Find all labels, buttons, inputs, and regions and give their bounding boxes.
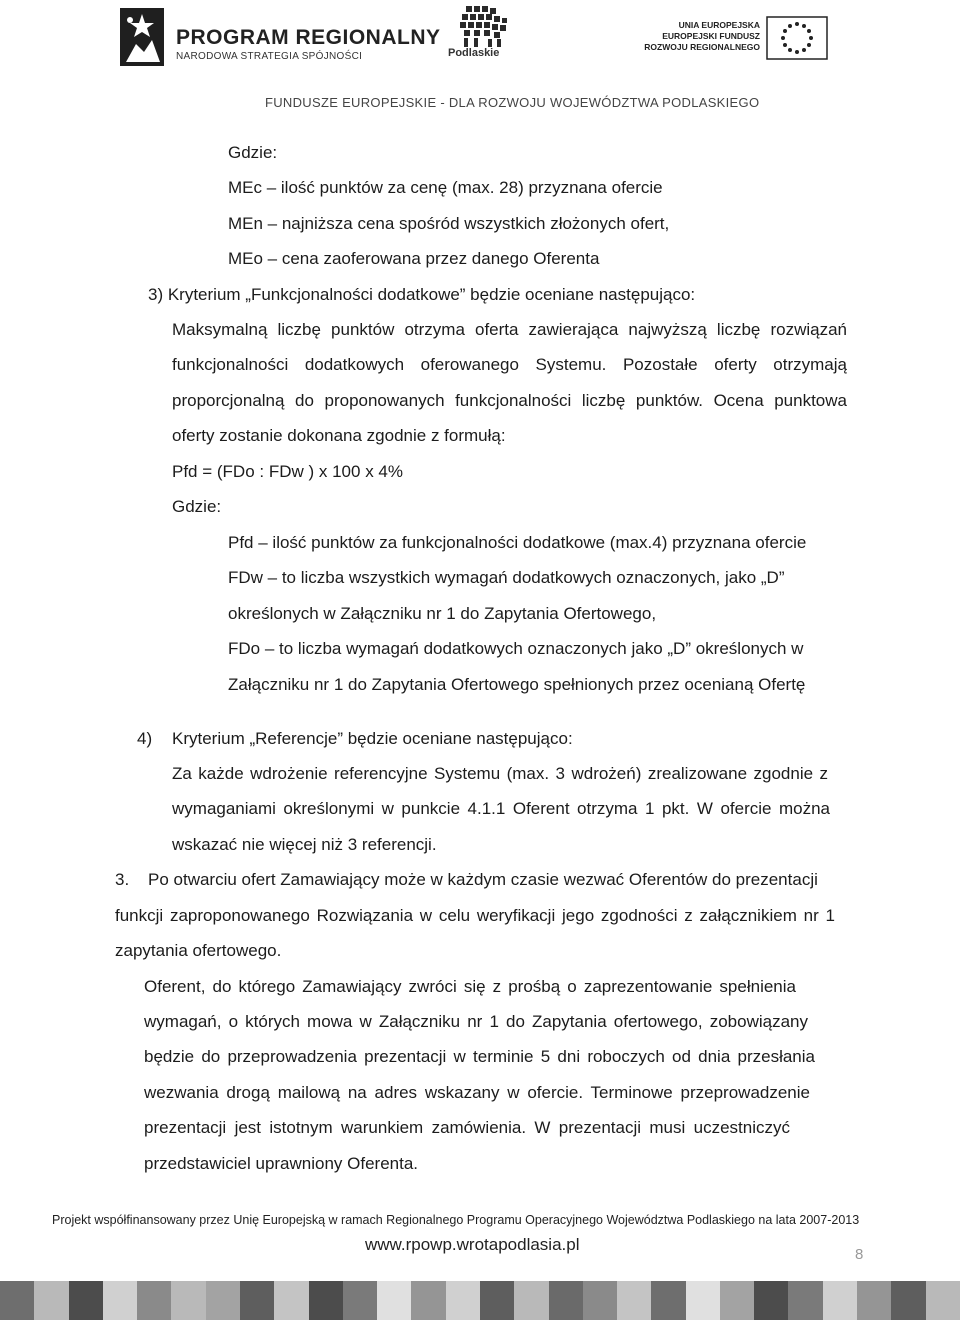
- gdzie-label-2: Gdzie:: [172, 497, 222, 516]
- criterion-3-heading: 3) Kryterium „Funkcjonalności dodatkowe” będzie oceniane następująco:: [148, 285, 696, 304]
- criterion-3-line-3: proporcjonalną do proponowanych funkcjonalności liczbę punktów. Ocena punktowa: [172, 391, 847, 410]
- criterion-3-line-1: Maksymalną liczbę punktów otrzyma oferta zawierająca najwyższą liczbę rozwiązań: [172, 320, 847, 339]
- bar-segment: [309, 1281, 343, 1320]
- section-3-para-2-line-2: wymagań, o których mowa w Załączniku nr 1 do Zapytania ofertowego, zobowiązany: [144, 1012, 808, 1031]
- criterion-4-line-3: wskazać nie więcej niż 3 referencji.: [172, 835, 437, 854]
- logo-center-label: Podlaskie: [448, 47, 500, 59]
- definition-fdo: FDo – to liczba wymagań dodatkowych oznaczonych jako „D” określonych w: [228, 639, 804, 658]
- section-3-line-2: funkcji zaproponowanego Rozwiązania w celu weryfikacji jego zgodności z załącznikiem nr 1: [115, 906, 835, 925]
- bar-segment: [823, 1281, 857, 1320]
- logo-right-text: [640, 20, 760, 53]
- bar-segment: [377, 1281, 411, 1320]
- section-3-number: 3.: [115, 870, 130, 889]
- section-3-para-2-line-4: wezwania drogą mailową na adres wskazany w ofercie. Terminowe przeprowadzenie: [144, 1083, 810, 1102]
- podlaskie-bison-icon: [440, 4, 520, 50]
- bar-segment: [69, 1281, 103, 1320]
- criterion-4-line-1: Za każde wdrożenie referencyjne Systemu (max. 3 wdrożeń) zrealizowane zgodnie z: [172, 764, 828, 783]
- bar-segment: [720, 1281, 754, 1320]
- bar-segment: [411, 1281, 445, 1320]
- section-3-para-2-line-1: Oferent, do którego Zamawiający zwróci się z prośbą o zaprezentowanie spełnienia: [144, 977, 796, 996]
- bar-segment: [788, 1281, 822, 1320]
- bar-segment: [617, 1281, 651, 1320]
- gdzie-label-1: Gdzie:: [228, 143, 278, 162]
- footer-project-line: Projekt współfinansowany przez Unię Europejską w ramach Regionalnego Programu Operacyjnego Województwa Podlaskiego na lata 2007-2013: [52, 1213, 860, 1227]
- bar-segment: [754, 1281, 788, 1320]
- definition-fdw-cont: określonych w Załączniku nr 1 do Zapytania Ofertowego,: [228, 604, 657, 623]
- bar-segment: [857, 1281, 891, 1320]
- bar-segment: [343, 1281, 377, 1320]
- bar-segment: [549, 1281, 583, 1320]
- criterion-4-line-2: wymaganiami określonymi w punkcie 4.1.1 Oferent otrzyma 1 pkt. W ofercie można: [172, 799, 830, 818]
- section-3-para-2-line-6: przedstawiciel uprawniony Oferenta.: [144, 1154, 419, 1173]
- bar-segment: [480, 1281, 514, 1320]
- logo-left-title: PROGRAM REGIONALNY: [176, 26, 441, 49]
- podlaskie-logo: [440, 4, 520, 64]
- program-regionalny-logo: [118, 6, 441, 68]
- logo-right-line2: EUROPEJSKI FUNDUSZ: [662, 31, 760, 41]
- definition-men: MEn – najniższa cena spośród wszystkich złożonych ofert,: [228, 214, 670, 233]
- definition-mec: MEc – ilość punktów za cenę (max. 28) przyznana ofercie: [228, 178, 663, 197]
- bar-segment: [583, 1281, 617, 1320]
- bar-segment: [651, 1281, 685, 1320]
- bar-segment: [274, 1281, 308, 1320]
- bar-segment: [926, 1281, 960, 1320]
- definition-fdo-cont: Załączniku nr 1 do Zapytania Ofertowego spełnionych przez ocenianą Ofertę: [228, 675, 806, 694]
- section-3-line-1: Po otwarciu ofert Zamawiający może w każdym czasie wezwać Oferentów do prezentacji: [148, 870, 818, 889]
- formula-pfd: Pfd = (FDo : FDw ) x 100 x 4%: [172, 462, 403, 481]
- footer-url[interactable]: www.rpowp.wrotapodlasia.pl: [365, 1235, 580, 1254]
- logo-left-subtitle: NARODOWA STRATEGIA SPÓJNOŚCI: [176, 51, 363, 62]
- page-number: 8: [855, 1246, 864, 1263]
- criterion-3-line-4: oferty zostanie dokonana zgodnie z formułą:: [172, 426, 506, 445]
- logo-right-line1: UNIA EUROPEJSKA: [678, 20, 760, 30]
- criterion-4-heading: Kryterium „Referencje” będzie oceniane następująco:: [172, 729, 573, 748]
- program-regionalny-emblem-icon: [118, 6, 166, 68]
- header-tagline: FUNDUSZE EUROPEJSKIE - DLA ROZWOJU WOJEWÓDZTWA PODLASKIEGO: [265, 95, 760, 110]
- bar-segment: [686, 1281, 720, 1320]
- definition-meo: MEo – cena zaoferowana przez danego Oferenta: [228, 249, 600, 268]
- eu-flag-icon: [766, 16, 828, 60]
- bar-segment: [103, 1281, 137, 1320]
- section-3-para-2-line-5: prezentacji jest istotnym warunkiem zamówienia. W prezentacji musi uczestniczyć: [144, 1118, 790, 1137]
- bar-segment: [34, 1281, 68, 1320]
- criterion-3-line-2: funkcjonalności dodatkowych oferowanego Systemu. Pozostałe oferty otrzymają: [172, 355, 847, 374]
- section-3-line-3: zapytania ofertowego.: [115, 941, 282, 960]
- bar-segment: [206, 1281, 240, 1320]
- criterion-4-number: 4): [137, 729, 153, 748]
- definition-fdw: FDw – to liczba wszystkich wymagań dodatkowych oznaczonych, jako „D”: [228, 568, 785, 587]
- bar-segment: [514, 1281, 548, 1320]
- unia-europejska-logo: [640, 14, 830, 64]
- section-3-para-2-line-3: będzie do przeprowadzenia prezentacji w terminie 5 dni roboczych od dnia przesłania: [144, 1047, 815, 1066]
- bar-segment: [240, 1281, 274, 1320]
- logo-right-line3: ROZWOJU REGIONALNEGO: [644, 42, 760, 52]
- bar-segment: [0, 1281, 34, 1320]
- bar-segment: [137, 1281, 171, 1320]
- definition-pfd: Pfd – ilość punktów za funkcjonalności dodatkowe (max.4) przyznana ofercie: [228, 533, 807, 552]
- footer-decorative-bar: [0, 1281, 960, 1320]
- bar-segment: [891, 1281, 925, 1320]
- bar-segment: [171, 1281, 205, 1320]
- bar-segment: [446, 1281, 480, 1320]
